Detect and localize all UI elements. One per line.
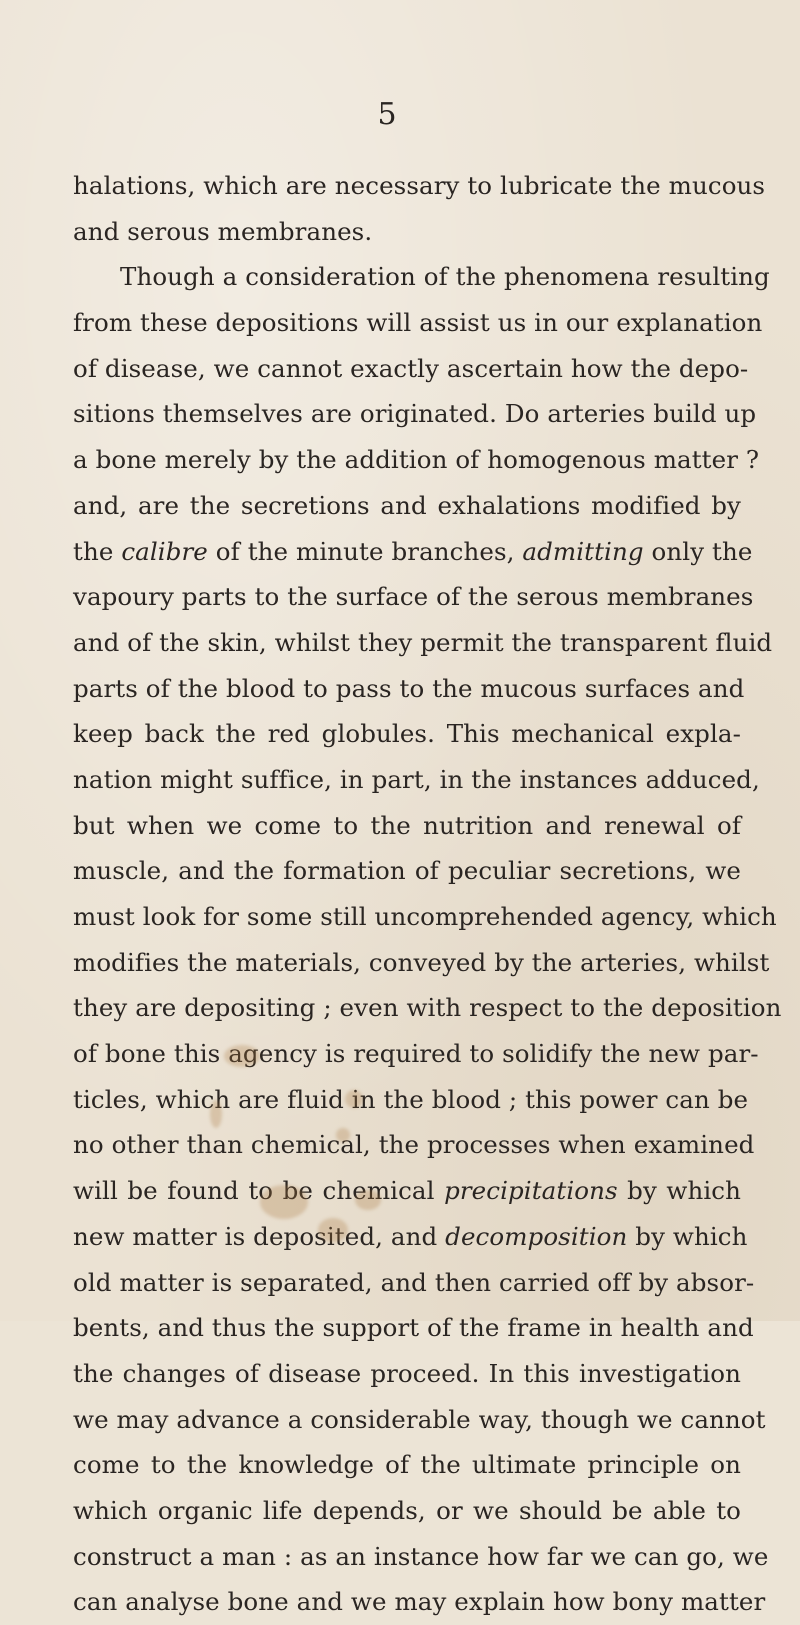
text-line [73, 300, 763, 346]
text-run: from these depositions will assist us in our explanation [73, 308, 763, 338]
text-line [73, 254, 770, 300]
text-run: must look for some still uncomprehended agency, which [73, 902, 777, 931]
text-line [73, 529, 753, 575]
text-run: bents, and thus the support of the frame in health and [73, 1313, 754, 1343]
text-line [73, 940, 770, 986]
text-run: come to the knowledge of the ultimate principle on [73, 1450, 741, 1480]
text-line [73, 1168, 741, 1214]
italic-text: precipitations [444, 1176, 618, 1206]
text-line [73, 803, 741, 849]
text-run: a bone merely by the addition of homogenous matter ? [73, 445, 760, 475]
text-run: and, are the secretions and exhalations modified by [73, 490, 741, 520]
text-run: keep back the red globules. This mechanical expla- [73, 719, 741, 749]
text-run: new matter is deposited, and [73, 1221, 446, 1251]
text-line [73, 1351, 741, 1397]
text-run: we may advance a considerable way, though we cannot [73, 1404, 766, 1434]
text-line [73, 574, 754, 620]
text-run: ticles, which are fluid in the blood ; this power can be [73, 1084, 749, 1114]
text-line [73, 985, 782, 1031]
text-line [73, 620, 773, 666]
text-line [73, 1534, 769, 1580]
text-line [73, 1442, 741, 1488]
text-run: which organic life depends, or we should be able to [73, 1495, 741, 1525]
text-line [73, 1214, 748, 1260]
text-line [73, 1122, 755, 1168]
text-run: by which [627, 1221, 748, 1251]
text-run: the changes of disease proceed. In this investigation [73, 1358, 741, 1388]
text-line [73, 1397, 766, 1443]
text-run: parts of the blood to pass to the mucous surfaces and [73, 673, 745, 703]
text-line [73, 1077, 749, 1123]
text-run: and serous membranes. [73, 216, 373, 246]
text-run: and of the skin, whilst they permit the transparent fluid [73, 627, 773, 657]
text-line [73, 1031, 759, 1077]
text-line [73, 1305, 754, 1351]
text-line [73, 437, 760, 483]
text-run: of disease, we cannot exactly ascertain how the depo- [73, 353, 749, 383]
text-run: but when we come to the nutrition and renewal of [73, 810, 741, 840]
italic-text: decomposition [445, 1221, 628, 1251]
text-line [73, 711, 741, 757]
text-run: halations, which are necessary to lubricate the mucous [73, 171, 766, 200]
text-line [73, 1260, 755, 1306]
text-line [73, 1579, 766, 1625]
body-text [73, 163, 782, 1625]
text-run: by which [617, 1176, 741, 1206]
text-line [73, 483, 741, 529]
text-run: sitions themselves are originated. Do arteries build up [73, 399, 757, 429]
text-run: they are depositing ; even with respect to the deposition [73, 993, 782, 1023]
text-run: can analyse bone and we may explain how bony matter [73, 1587, 766, 1617]
text-line [73, 1488, 741, 1534]
text-run: only the [643, 536, 753, 566]
text-run: Though a consideration of the phenomena resulting [120, 262, 770, 292]
text-line [73, 848, 741, 894]
page-number: 5 [377, 97, 397, 132]
text-run: modifies the materials, conveyed by the arteries, whilst [73, 947, 770, 977]
text-run: muscle, and the formation of peculiar secretions, we [73, 856, 741, 886]
text-run: will be found to be chemical [73, 1176, 445, 1206]
text-run: no other than chemical, the processes when examined [73, 1130, 755, 1160]
text-run: nation might suffice, in part, in the instances adduced, [73, 764, 760, 794]
text-line [73, 346, 749, 392]
text-run: of bone this agency is required to solidify the new par- [73, 1039, 759, 1069]
text-run: of the minute branches, [207, 536, 523, 566]
text-run: the [73, 536, 122, 566]
text-line [73, 757, 760, 803]
text-line [73, 894, 777, 940]
text-line [73, 391, 757, 437]
text-line [73, 163, 766, 209]
text-run: old matter is separated, and then carried off by absor- [73, 1267, 755, 1297]
text-run: vapoury parts to the surface of the serous membranes [73, 582, 754, 612]
italic-text: calibre [121, 536, 208, 566]
text-run: construct a man : as an instance how far we can go, we [73, 1541, 769, 1571]
italic-text: admitting [522, 536, 644, 566]
text-line [73, 666, 745, 712]
text-line [73, 209, 741, 255]
